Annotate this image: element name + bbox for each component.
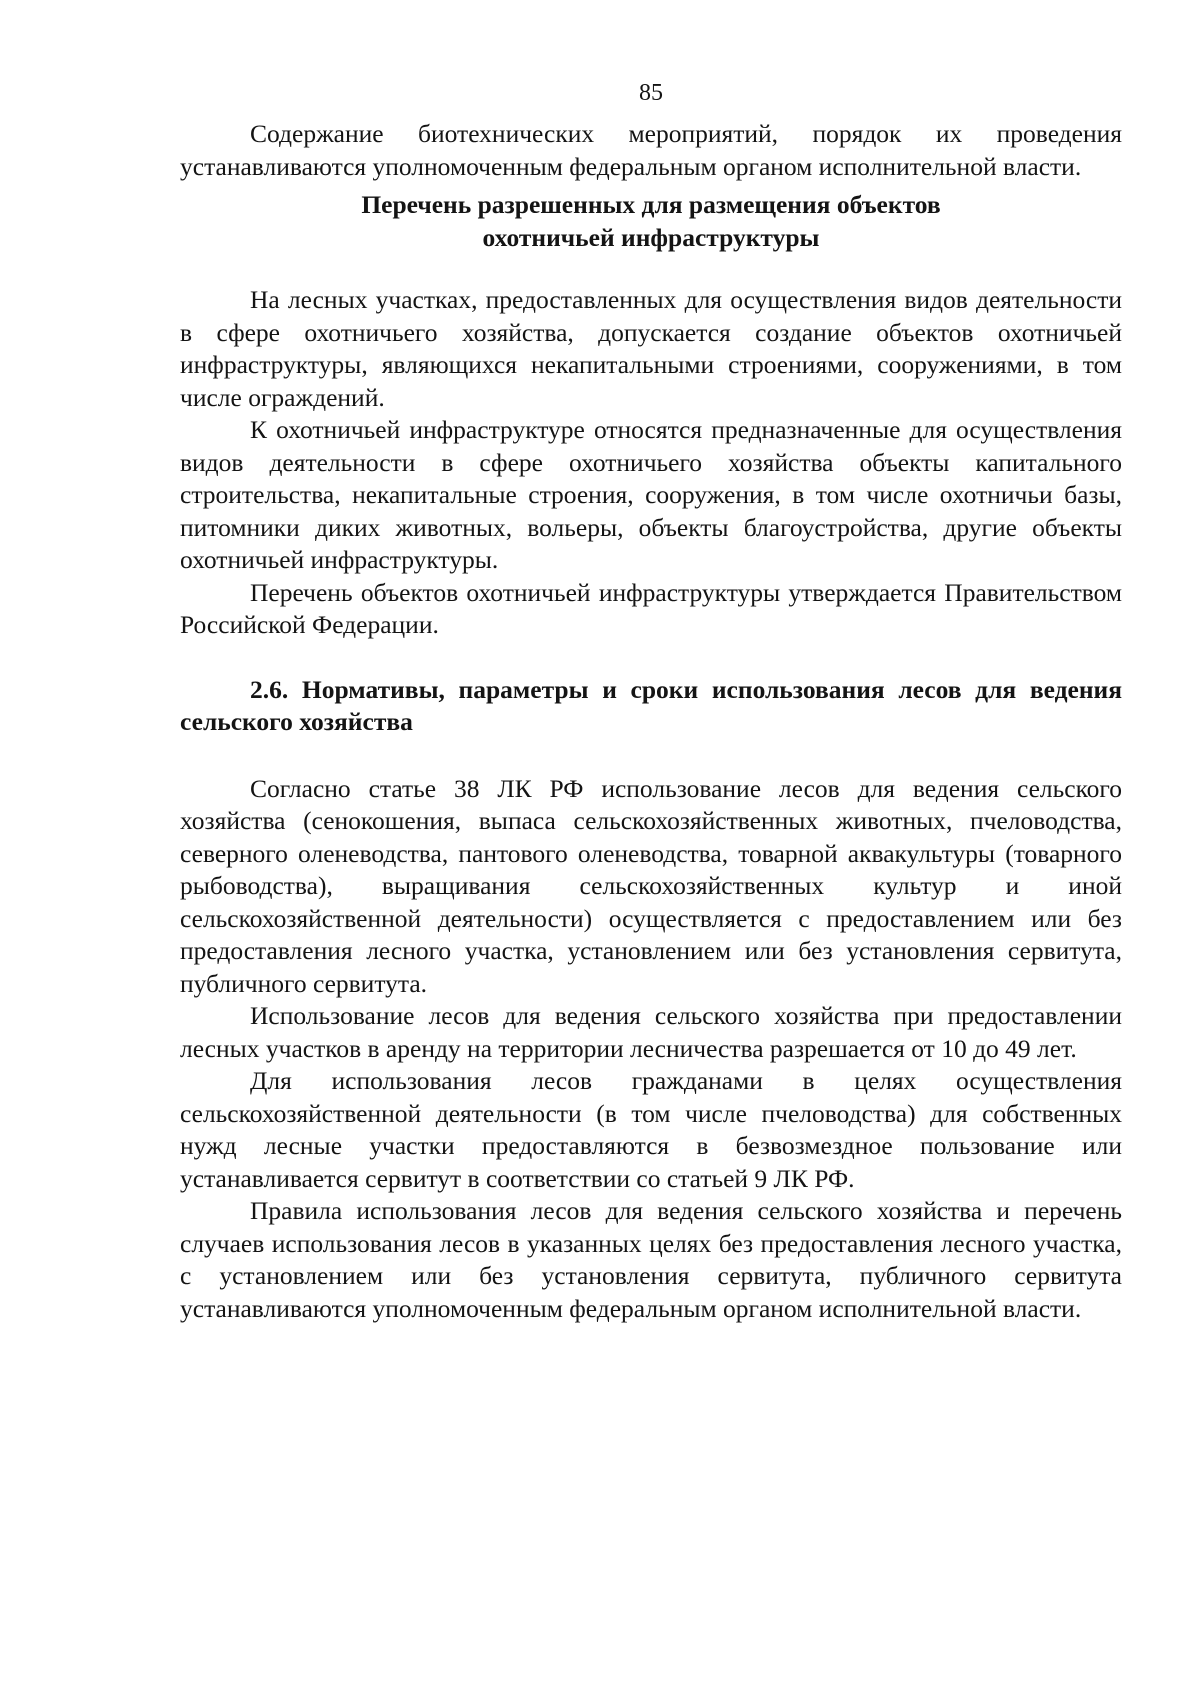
infrastructure-heading-line-1: Перечень разрешенных для размещения объектов: [361, 190, 941, 219]
infrastructure-paragraph-3: Перечень объектов охотничьей инфраструктуры утверждается Правительством Российской Федерации.: [180, 577, 1122, 639]
section-paragraph-1: Согласно статье 38 ЛК РФ использование лесов для ведения сельского хозяйства (сенокошения, выпаса сельскохозяйственных животных, пчеловодства, северного оленеводства, пантового оленеводства, товарной аквакультуры (товарного рыбоводства), выращивания сельскохозяйственных культур и иной сельскохозяйственной деятельности) осуществляется с предоставлением или без предоставления лесного участка, установлением или без установления сервитута, публичного сервитута.: [180, 773, 1122, 998]
section-heading: 2.6. Нормативы, параметры и сроки использования лесов для ведения сельского хозяйства: [180, 674, 1122, 736]
infrastructure-heading-line-2: охотничьей инфраструктуры: [482, 222, 820, 252]
section-paragraph-2: Использование лесов для ведения сельского хозяйства при предоставлении лесных участков в аренду на территории лесничества разрешается от 10 до 49 лет.: [180, 1001, 1122, 1063]
section-paragraph-3: Для использования лесов гражданами в целях осуществления сельскохозяйственной деятельности (в том числе пчеловодства) для собственных нужд лесные участки предоставляются в безвозмездное пользование или устанавливается сервитут в соответствии со статьей 9 ЛК РФ.: [180, 1066, 1122, 1193]
document-page: [180, 78, 1122, 1638]
section-paragraph-4: Правила использования лесов для ведения сельского хозяйства и перечень случаев использования лесов в указанных целях без предоставления лесного участка, с установлением или без установления сервитута, публичного сервитута устанавливаются уполномоченным федеральным органом исполнительной власти.: [180, 1196, 1122, 1323]
page-number: 85: [639, 80, 663, 106]
infrastructure-paragraph-1: На лесных участках, предоставленных для осуществления видов деятельности в сфере охотничьего хозяйства, допускается создание объектов охотничьей инфраструктуры, являющихся некапитальными строениями, сооружениями, в том числе ограждений.: [180, 285, 1122, 412]
infrastructure-paragraph-2: К охотничьей инфраструктуре относятся предназначенные для осуществления видов деятельности в сфере охотничьего хозяйства объекты капитального строительства, некапитальные строения, сооружения, в том числе охотничьи базы, питомники диких животных, вольеры, объекты благоустройства, другие объекты охотничьей инфраструктуры.: [180, 415, 1122, 574]
intro-paragraph: Содержание биотехнических мероприятий, порядок их проведения устанавливаются уполномоченным федеральным органом исполнительной власти.: [180, 119, 1122, 181]
infrastructure-heading: [180, 189, 1122, 254]
